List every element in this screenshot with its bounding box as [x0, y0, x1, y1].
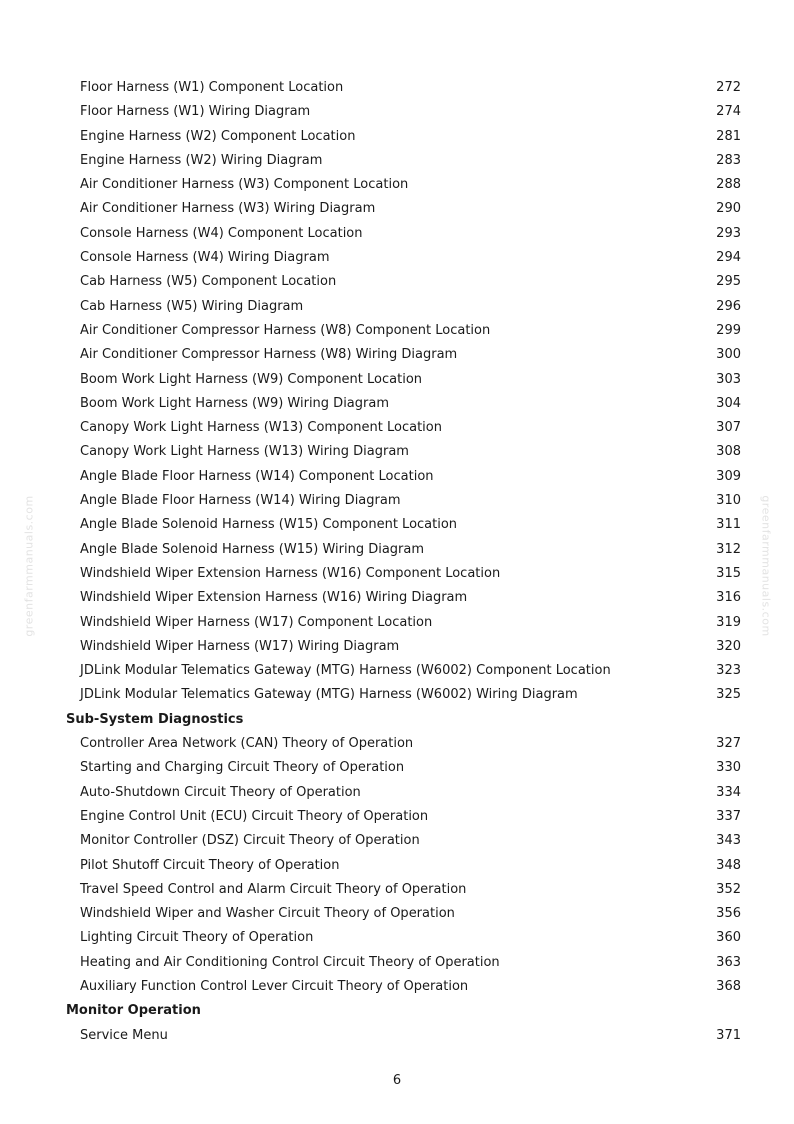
- entry-title: Canopy Work Light Harness (W13) Wiring Diagram: [80, 444, 409, 460]
- toc-entry[interactable]: [0, 489, 794, 513]
- entry-page-number: 315: [716, 565, 741, 581]
- entry-page-number: 272: [716, 80, 741, 95]
- toc-entry[interactable]: [0, 805, 794, 829]
- entry-page-number: 290: [716, 201, 741, 217]
- toc-entry[interactable]: [0, 635, 794, 659]
- entry-page-number: 356: [716, 906, 741, 922]
- entry-page-number: 363: [716, 954, 741, 970]
- entry-page-number: 294: [716, 250, 741, 266]
- entry-page-number: 307: [716, 420, 741, 436]
- entry-title: Angle Blade Floor Harness (W14) Component Location: [80, 468, 434, 484]
- entry-title: Air Conditioner Harness (W3) Wiring Diagram: [80, 201, 376, 217]
- entry-title: Canopy Work Light Harness (W13) Component Location: [80, 420, 442, 436]
- entry-title: Pilot Shutoff Circuit Theory of Operation: [80, 857, 340, 873]
- entry-title: Console Harness (W4) Component Location: [80, 225, 363, 241]
- entry-page-number: 368: [716, 978, 741, 994]
- entry-page-number: 334: [716, 784, 741, 800]
- toc-entry[interactable]: [0, 538, 794, 562]
- entry-page-number: 360: [716, 930, 741, 946]
- entry-title: Angle Blade Solenoid Harness (W15) Wiring Diagram: [80, 541, 425, 557]
- entry-page-number: 281: [716, 128, 741, 144]
- toc-entry[interactable]: [0, 440, 794, 464]
- toc-entry[interactable]: [0, 781, 794, 805]
- table-of-contents: [0, 76, 794, 1048]
- entry-title: Lighting Circuit Theory of Operation: [80, 930, 314, 946]
- entry-page-number: 300: [716, 347, 741, 363]
- entry-title: Travel Speed Control and Alarm Circuit Theory of Operation: [80, 881, 467, 897]
- toc-section-heading: [0, 708, 794, 732]
- entry-page-number: 343: [716, 833, 741, 849]
- entry-title: Heating and Air Conditioning Control Circuit Theory of Operation: [80, 954, 500, 970]
- entry-page-number: 320: [716, 638, 741, 654]
- entry-page-number: 304: [716, 395, 741, 411]
- entry-title: Boom Work Light Harness (W9) Wiring Diagram: [80, 395, 389, 411]
- toc-entry[interactable]: [0, 270, 794, 294]
- toc-entry[interactable]: [0, 611, 794, 635]
- entry-title: Air Conditioner Compressor Harness (W8) Component Location: [80, 322, 491, 338]
- entry-page-number: 311: [716, 517, 741, 533]
- toc-entry[interactable]: [0, 1024, 794, 1048]
- entry-page-number: 316: [716, 590, 741, 606]
- toc-entry[interactable]: [0, 562, 794, 586]
- toc-entry[interactable]: [0, 416, 794, 440]
- entry-title: Windshield Wiper and Washer Circuit Theory of Operation: [80, 906, 455, 922]
- toc-entry[interactable]: [0, 902, 794, 926]
- toc-entry[interactable]: [0, 197, 794, 221]
- entry-title: JDLink Modular Telematics Gateway (MTG) Harness (W6002) Wiring Diagram: [80, 687, 578, 703]
- toc-entry[interactable]: [0, 951, 794, 975]
- toc-entry[interactable]: [0, 756, 794, 780]
- entry-title: Engine Harness (W2) Component Location: [80, 128, 356, 144]
- entry-title: JDLink Modular Telematics Gateway (MTG) Harness (W6002) Component Location: [80, 663, 611, 679]
- entry-page-number: 296: [716, 298, 741, 314]
- entry-title: Service Menu: [80, 1027, 168, 1043]
- toc-entry[interactable]: [0, 319, 794, 343]
- toc-entry[interactable]: [0, 246, 794, 270]
- entry-title: Auxiliary Function Control Lever Circuit Theory of Operation: [80, 978, 469, 994]
- entry-page-number: 283: [716, 152, 741, 168]
- toc-section-heading: [0, 999, 794, 1023]
- entry-page-number: 337: [716, 808, 741, 824]
- toc-entry[interactable]: [0, 926, 794, 950]
- toc-entry[interactable]: [0, 586, 794, 610]
- entry-title: Engine Control Unit (ECU) Circuit Theory of Operation: [80, 808, 429, 824]
- toc-entry[interactable]: [0, 854, 794, 878]
- toc-entry[interactable]: [0, 125, 794, 149]
- entry-title: Air Conditioner Harness (W3) Component Location: [80, 177, 409, 193]
- section-title: Monitor Operation: [66, 1003, 201, 1019]
- entry-title: Windshield Wiper Extension Harness (W16) Wiring Diagram: [80, 590, 468, 606]
- toc-entry[interactable]: [0, 173, 794, 197]
- entry-page-number: 325: [716, 687, 741, 703]
- entry-title: Engine Harness (W2) Wiring Diagram: [80, 152, 323, 168]
- toc-entry[interactable]: [0, 975, 794, 999]
- entry-page-number: 303: [716, 371, 741, 387]
- entry-title: Console Harness (W4) Wiring Diagram: [80, 250, 330, 266]
- entry-title: Cab Harness (W5) Wiring Diagram: [80, 298, 304, 314]
- entry-page-number: 274: [716, 104, 741, 120]
- toc-entry[interactable]: [0, 222, 794, 246]
- entry-page-number: 312: [716, 541, 741, 557]
- entry-page-number: 330: [716, 760, 741, 776]
- page-number: 6: [392, 1073, 402, 1088]
- entry-page-number: 299: [716, 322, 741, 338]
- toc-entry[interactable]: [0, 392, 794, 416]
- toc-entry[interactable]: [0, 829, 794, 853]
- watermark-right: greenfarmmanuals.com: [759, 495, 773, 637]
- entry-title: Boom Work Light Harness (W9) Component Location: [80, 371, 423, 387]
- entry-page-number: 288: [716, 177, 741, 193]
- entry-page-number: 327: [716, 736, 741, 752]
- toc-entry[interactable]: [0, 513, 794, 537]
- entry-title: Windshield Wiper Extension Harness (W16) Component Location: [80, 565, 501, 581]
- toc-entry[interactable]: [0, 878, 794, 902]
- entry-title: Controller Area Network (CAN) Theory of Operation: [80, 736, 414, 752]
- toc-entry[interactable]: [0, 295, 794, 319]
- toc-entry[interactable]: [0, 100, 794, 124]
- toc-entry[interactable]: [0, 465, 794, 489]
- entry-page-number: 293: [716, 225, 741, 241]
- entry-page-number: 348: [716, 857, 741, 873]
- entry-title: Cab Harness (W5) Component Location: [80, 274, 337, 290]
- entry-title: Windshield Wiper Harness (W17) Component Location: [80, 614, 433, 630]
- entry-title: Air Conditioner Compressor Harness (W8) Wiring Diagram: [80, 347, 458, 363]
- entry-page-number: 295: [716, 274, 741, 290]
- toc-entry[interactable]: [0, 149, 794, 173]
- section-title: Sub-System Diagnostics: [66, 711, 244, 727]
- entry-page-number: 319: [716, 614, 741, 630]
- entry-title: Floor Harness (W1) Wiring Diagram: [80, 104, 311, 120]
- entry-title: Monitor Controller (DSZ) Circuit Theory of Operation: [80, 833, 420, 849]
- entry-page-number: 352: [716, 881, 741, 897]
- entry-title: Floor Harness (W1) Component Location: [80, 80, 344, 95]
- entry-page-number: 309: [716, 468, 741, 484]
- toc-entry[interactable]: [0, 368, 794, 392]
- toc-entry[interactable]: [0, 683, 794, 707]
- watermark-left: greenfarmmanuals.com: [22, 495, 36, 637]
- toc-entry[interactable]: [0, 76, 794, 100]
- entry-title: Angle Blade Floor Harness (W14) Wiring Diagram: [80, 493, 401, 509]
- toc-entry[interactable]: [0, 732, 794, 756]
- toc-entry[interactable]: [0, 343, 794, 367]
- entry-page-number: 371: [716, 1027, 741, 1043]
- entry-page-number: 310: [716, 493, 741, 509]
- entry-title: Starting and Charging Circuit Theory of Operation: [80, 760, 405, 776]
- entry-page-number: 308: [716, 444, 741, 460]
- entry-title: Windshield Wiper Harness (W17) Wiring Diagram: [80, 638, 400, 654]
- entry-title: Angle Blade Solenoid Harness (W15) Component Location: [80, 517, 458, 533]
- toc-entry[interactable]: [0, 659, 794, 683]
- entry-page-number: 323: [716, 663, 741, 679]
- entry-title: Auto-Shutdown Circuit Theory of Operation: [80, 784, 361, 800]
